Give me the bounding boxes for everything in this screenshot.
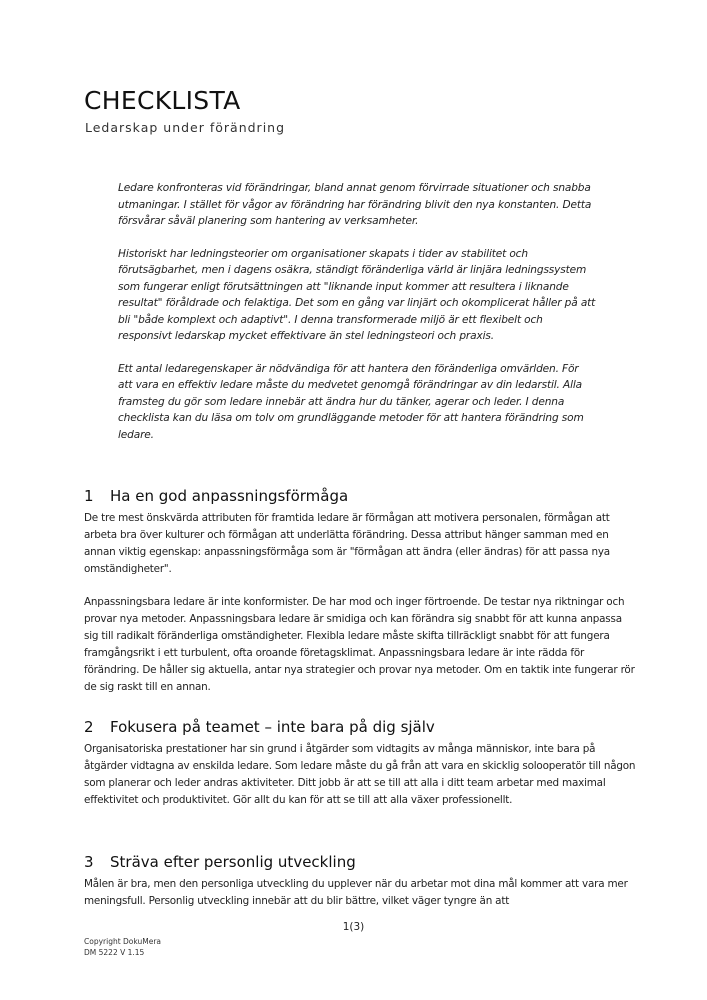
section-number: 2 xyxy=(84,718,94,736)
intro-paragraph: Ledare konfronteras vid förändringar, bland annat genom förvirrade situationer och snabba utmaningar. I stället för vågor av förändring har förändring blivit den nya konstanten. Detta försvårar såväl planering som hantering av verksamheter. xyxy=(118,182,592,227)
section-paragraph: Anpassningsbara ledare är inte konformister. De har mod och inger förtroende. De testar nya riktningar och provar nya metoder. Anpassningsbara ledare är smidiga och kan förändra sig snabbt för att kunna anpassa sig till radikalt föränderliga omständigheter. Flexibla ledare måste skifta tillräckligt snabbt för att fungera framgångsrikt i ett turbulent, ofta oroande företagsklimat. Anpassningsbara ledare är inte rädda för förändring. De håller sig aktuella, antar nya strategier och provar nya metoder. Om en taktik inte fungerar rör de sig raskt till en annan. xyxy=(84,596,635,693)
section-number: 3 xyxy=(84,853,94,871)
section-3 xyxy=(84,851,639,926)
document-id: DM 5222 V 1.15 xyxy=(84,948,145,957)
page-number: 1(3) xyxy=(342,921,365,933)
section-title: Sträva efter personlig utveckling xyxy=(110,853,356,871)
section-paragraph: Målen är bra, men den personliga utveckling du upplever när du arbetar mot dina mål kommer att vara mer meningsfull. Personlig utveckling innebär att du blir bättre, vilket väger tyngre än att xyxy=(84,878,628,907)
document-title: CHECKLISTA xyxy=(84,86,241,115)
intro-block xyxy=(118,180,596,459)
footer xyxy=(84,936,161,958)
intro-paragraph: Ett antal ledaregenskaper är nödvändiga för att hantera den föränderliga omvärlden. För att vara en effektiv ledare måste du medvetet genomgå förändringar av din ledarstil. Alla framsteg du gör som ledare innebär att ändra hur du tänker, agerar och leder. I denna checklista kan du läsa om tolv om grundläggande metoder för att hantera förändring som ledare. xyxy=(118,362,584,441)
section-heading xyxy=(84,485,639,507)
section-heading xyxy=(84,716,639,738)
document-subtitle: Ledarskap under förändring xyxy=(85,120,286,135)
section-1 xyxy=(84,485,639,712)
section-2 xyxy=(84,716,639,825)
section-heading xyxy=(84,851,639,873)
intro-paragraph: Historiskt har ledningsteorier om organisationer skapats i tider av stabilitet och förutsägbarhet, men i dagens osäkra, ständigt föränderliga värld är linjära ledningssystem som fungerar enligt förutsättningen att "liknande input kommer att resultera i liknande resultat" föråldrade och felaktiga. Det som en gång var linjärt och okomplicerat håller på att bli "både komplext och adaptivt". I denna transformerade miljö är ett flexibelt och responsivt ledarskap mycket effektivare än stel ledningsteori och praxis. xyxy=(118,247,596,342)
section-title: Ha en god anpassningsförmåga xyxy=(110,487,349,505)
section-paragraph: De tre mest önskvärda attributen för framtida ledare är förmågan att motivera personalen, förmågan att arbeta bra över kulturer och förmågan att underlätta förändring. Dessa attribut hänger samman med en annan viktig egenskap: anpassningsförmåga som är "förmågan att ändra (eller ändras) för att passa nya omständigheter". xyxy=(84,512,610,575)
copyright-text: Copyright DokuMera xyxy=(84,937,162,946)
section-paragraph: Organisatoriska prestationer har sin grund i åtgärder som vidtagits av många människor, inte bara på åtgärder vidtagna av enskilda ledare. Som ledare måste du gå från att vara en skicklig solooperatör till någon som planerar och leder andras aktiviteter. Ditt jobb är att se till att alla i ditt team arbetar med maximal effektivitet och produktivitet. Gör allt du kan för att se till att alla växer professionellt. xyxy=(84,743,636,806)
section-number: 1 xyxy=(84,487,94,505)
section-title: Fokusera på teamet – inte bara på dig själv xyxy=(110,718,435,736)
